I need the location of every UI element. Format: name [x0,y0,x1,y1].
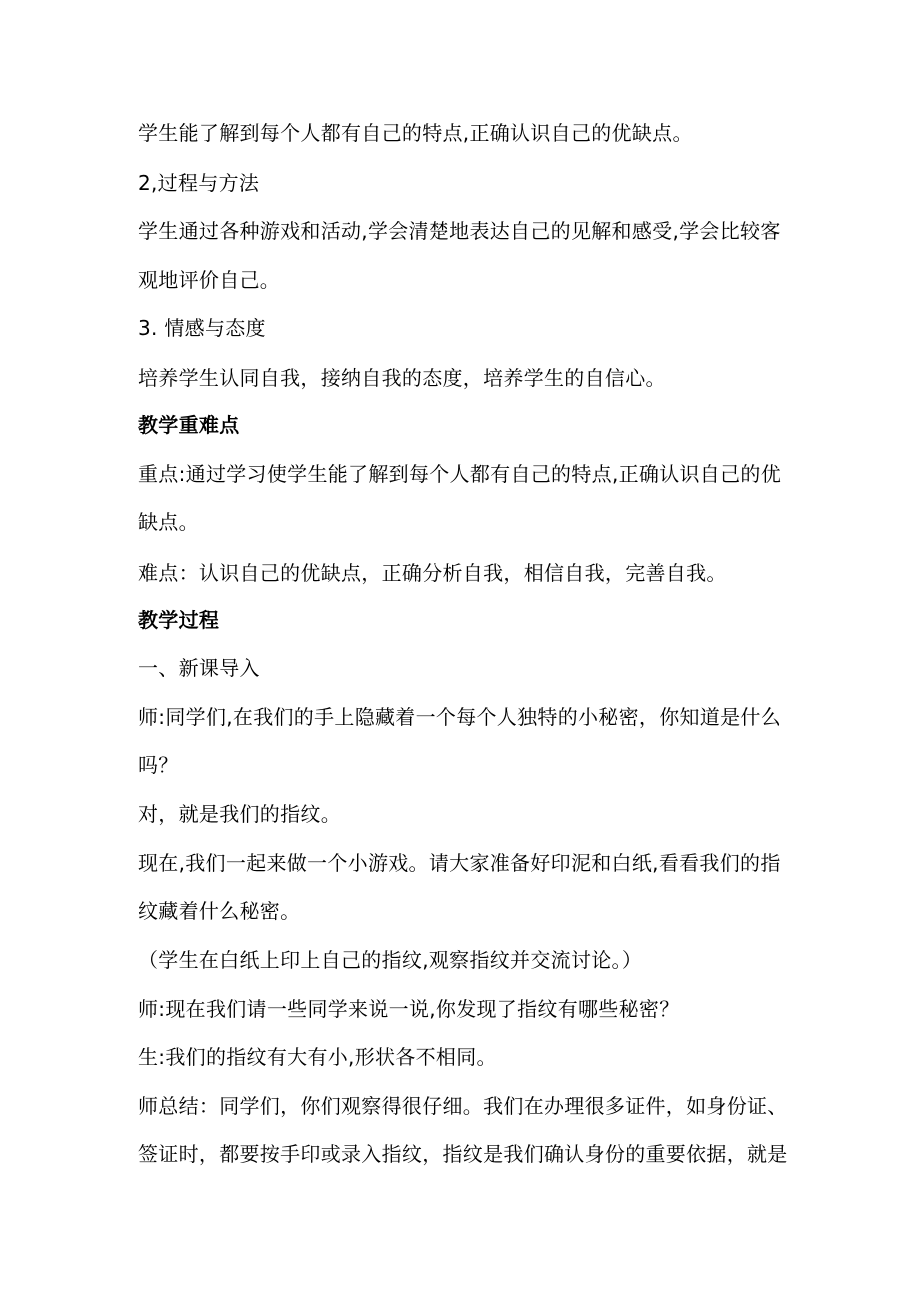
section-heading: 3. 情感与态度 [138,316,266,340]
paragraph-line: 现在,我们一起来做一个小游戏。请大家准备好印泥和白纸,看看我们的指 [138,851,781,875]
paragraph-line: 签证时，都要按手印或录入指纹，指纹是我们确认身份的重要依据，就是 [138,1142,788,1166]
paragraph-line: 缺点。 [138,510,199,534]
heading-key-points: 教学重难点 [138,413,240,437]
paragraph-line: 学生通过各种游戏和活动,学会清楚地表达自己的见解和感受,学会比较客 [138,219,781,243]
section-heading: 一、新课导入 [138,656,260,680]
paragraph-line: 师:现在我们请一些同学来说一说,你发现了指纹有哪些秘密？ [138,997,680,1021]
paragraph-line: 吗？ [138,753,179,777]
paragraph-line: （学生在白纸上印上自己的指纹,观察指纹并交流讨论。） [138,948,643,972]
paragraph-line: 纹藏着什么秘密。 [138,899,301,923]
paragraph-line: 培养学生认同自我，接纳自我的态度，培养学生的自信心。 [138,366,666,390]
section-heading: 2,过程与方法 [138,171,260,195]
paragraph-line: 重点:通过学习使学生能了解到每个人都有自己的特点,正确认识自己的优 [138,462,781,486]
paragraph-line: 难点：认识自己的优缺点，正确分析自我，相信自我，完善自我。 [138,561,727,585]
paragraph-line: 生:我们的指纹有大有小,形状各不相同。 [138,1045,497,1069]
paragraph-line: 师总结：同学们，你们观察得很仔细。我们在办理很多证件，如身份证、 [138,1094,788,1118]
paragraph-line: 学生能了解到每个人都有自己的特点,正确认识自己的优缺点。 [138,121,693,145]
heading-teaching-process: 教学过程 [138,608,220,632]
paragraph-line: 观地评价自己。 [138,268,281,292]
paragraph-line: 师:同学们,在我们的手上隐藏着一个每个人独特的小秘密，你知道是什么 [138,705,781,729]
paragraph-line: 对，就是我们的指纹。 [138,802,341,826]
